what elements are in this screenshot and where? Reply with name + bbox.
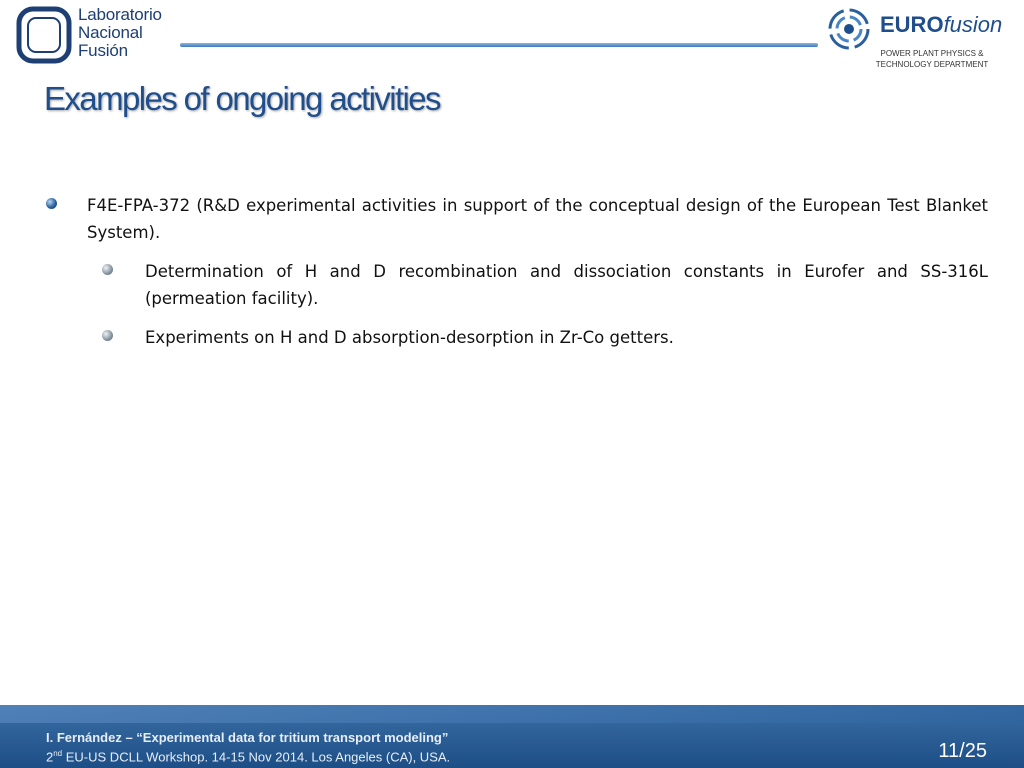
eurofusion-dept-line-2: TECHNOLOGY DEPARTMENT [875,60,989,69]
slide-content [44,192,988,363]
footer-highlight-band [0,705,1024,723]
lnf-line-2: Nacional [78,23,143,42]
bullet-sphere-icon [46,198,57,209]
sub-bullet-item [44,258,988,312]
eurofusion-department [872,48,992,70]
sub-bullet-sphere-icon [102,330,113,341]
eurofusion-name-bold: EURO [880,12,944,37]
footer-author-title: I. Fernández – “Experimental data for tritium transport modeling” [46,730,449,745]
eurofusion-name-italic: fusion [943,12,1003,37]
sub-bullet-text: Experiments on H and D absorption-desorption in Zr-Co getters. [145,328,674,347]
lnf-logo-mark-icon [16,6,72,64]
slide-title: Examples of ongoing activities [44,80,440,117]
sub-bullet-sphere-icon [102,264,113,275]
page-number: 11/25 [938,740,987,762]
header-divider-line [180,43,818,47]
lnf-line-3: Fusión [78,41,128,60]
eurofusion-dept-line-1: POWER PLANT PHYSICS & [880,49,984,58]
footer-event-text: EU-US DCLL Workshop. 14-15 Nov 2014. Los Angeles (CA), USA. [62,749,451,765]
lnf-logo-text [78,6,162,60]
bullet-text: F4E-FPA-372 (R&D experimental activities in support of the conceptual design of the European Test Blanket System). [87,196,988,242]
footer-bar [0,705,1024,768]
bullet-item [44,192,988,246]
eurofusion-wordmark [880,12,1002,38]
eurofusion-ring-icon [826,6,872,52]
footer-event-ordinal: 2 [46,749,54,765]
laboratorio-nacional-fusion-logo [16,6,186,66]
sub-bullet-item [44,324,988,351]
sub-bullet-text: Determination of H and D recombination and dissociation constants in Eurofer and SS-316L (permeation facility). [145,262,988,308]
lnf-line-1: Laboratorio [78,5,162,24]
footer-event-ordinal-suffix: nd [53,749,63,758]
footer-event [46,749,450,764]
eurofusion-logo [826,4,1016,74]
